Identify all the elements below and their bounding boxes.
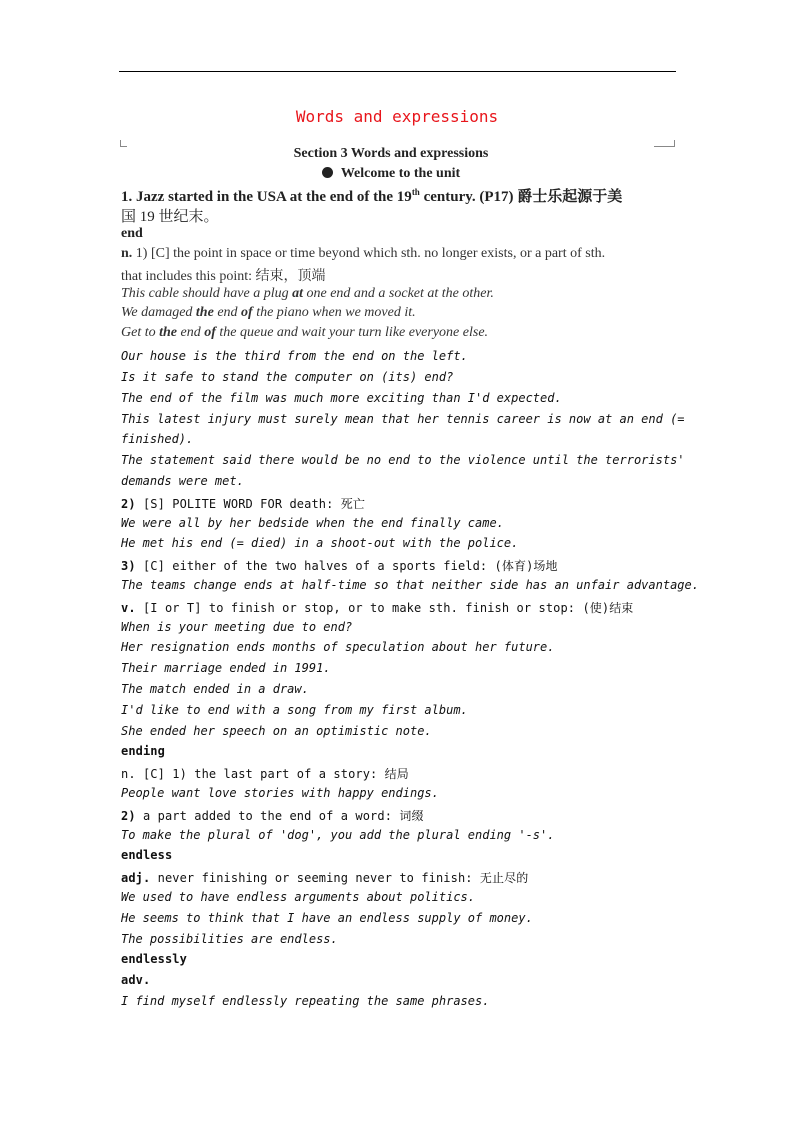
- example-12: When is your meeting due to end?: [121, 620, 353, 634]
- item-1-text-a: 1. Jazz started in the USA at the end of the 19: [121, 189, 412, 205]
- example-21: He seems to think that I have an endless supply of money.: [121, 911, 533, 925]
- example-14: Their marriage ended in 1991.: [121, 661, 331, 675]
- example-1: This cable should have a plug at one end and a socket at the other.: [121, 286, 494, 301]
- header-rule: [119, 71, 676, 72]
- example-4: Our house is the third from the end on the left.: [121, 349, 468, 363]
- bullet-icon: [322, 167, 333, 178]
- headword-ending: ending: [121, 744, 165, 758]
- example-19: To make the plural of 'dog', you add the plural ending '-s'.: [121, 828, 555, 842]
- pos-verb: v.: [121, 601, 136, 615]
- def-3: 3) [C] either of the two halves of a sports field: (体育)场地: [121, 559, 558, 573]
- verb-def: v. [I or T] to finish or stop, or to make sth. finish or stop: (使)结束: [121, 601, 634, 615]
- headword-endless: endless: [121, 848, 173, 862]
- unit-heading-text: Welcome to the unit: [340, 166, 461, 181]
- example-9: We were all by her bedside when the end finally came.: [121, 516, 504, 530]
- example-13: Her resignation ends months of speculation about her future.: [121, 640, 555, 654]
- headword-endlessly: endlessly: [121, 952, 187, 966]
- item-1-text-b: century. (P17) 爵士乐起源于美: [419, 189, 623, 205]
- item-1-line-2: 国 19 世纪末。: [121, 209, 219, 225]
- example-8-line-1: The statement said there would be no end to the violence until the terrorists': [121, 453, 685, 467]
- example-16: I'd like to end with a song from my first album.: [121, 703, 468, 717]
- item-1-line-1: [121, 185, 682, 206]
- example-15: The match ended in a draw.: [121, 682, 309, 696]
- ending-def-2: 2) a part added to the end of a word: 词缀: [121, 809, 424, 823]
- example-2: We damaged the end of the piano when we moved it.: [121, 305, 416, 320]
- item-1-superscript: th: [411, 187, 420, 197]
- adj-def: adj. never finishing or seeming never to finish: 无止尽的: [121, 871, 529, 885]
- unit-heading: [0, 166, 782, 182]
- pos-noun: n.: [121, 246, 133, 261]
- example-3: Get to the end of the queue and wait your turn like everyone else.: [121, 325, 489, 340]
- example-8-line-2: demands were met.: [121, 474, 244, 488]
- def-2: 2) [S] POLITE WORD FOR death: 死亡: [121, 497, 365, 511]
- def-1-line-1: [121, 246, 682, 262]
- example-20: We used to have endless arguments about politics.: [121, 890, 476, 904]
- example-22: The possibilities are endless.: [121, 932, 338, 946]
- example-5: Is it safe to stand the computer on (its) end?: [121, 370, 454, 384]
- example-23: I find myself endlessly repeating the same phrases.: [121, 994, 490, 1008]
- example-7-line-2: finished).: [121, 432, 194, 446]
- def-1-line-2: that includes this point: 结束，顶端: [121, 269, 326, 284]
- section-heading: Section 3 Words and expressions: [293, 146, 489, 161]
- example-11: The teams change ends at half-time so that neither side has an unfair advantage.: [121, 578, 699, 592]
- pos-adjective: adj.: [121, 871, 151, 885]
- headword-end: end: [121, 226, 143, 241]
- page-title: Words and expressions: [295, 107, 499, 126]
- example-6: The end of the film was much more exciting than I'd expected.: [121, 391, 562, 405]
- example-7-line-1: This latest injury must surely mean that her tennis career is now at an end (=: [121, 412, 685, 426]
- def-1-text: 1) [C] the point in space or time beyond which sth. no longer exists, or a part of sth.: [132, 246, 606, 261]
- ending-def-1: n. [C] 1) the last part of a story: 结局: [121, 767, 409, 781]
- example-17: She ended her speech on an optimistic note.: [121, 724, 432, 738]
- example-10: He met his end (= died) in a shoot-out with the police.: [121, 536, 519, 550]
- example-18: People want love stories with happy endings.: [121, 786, 439, 800]
- pos-adverb: adv.: [121, 973, 151, 987]
